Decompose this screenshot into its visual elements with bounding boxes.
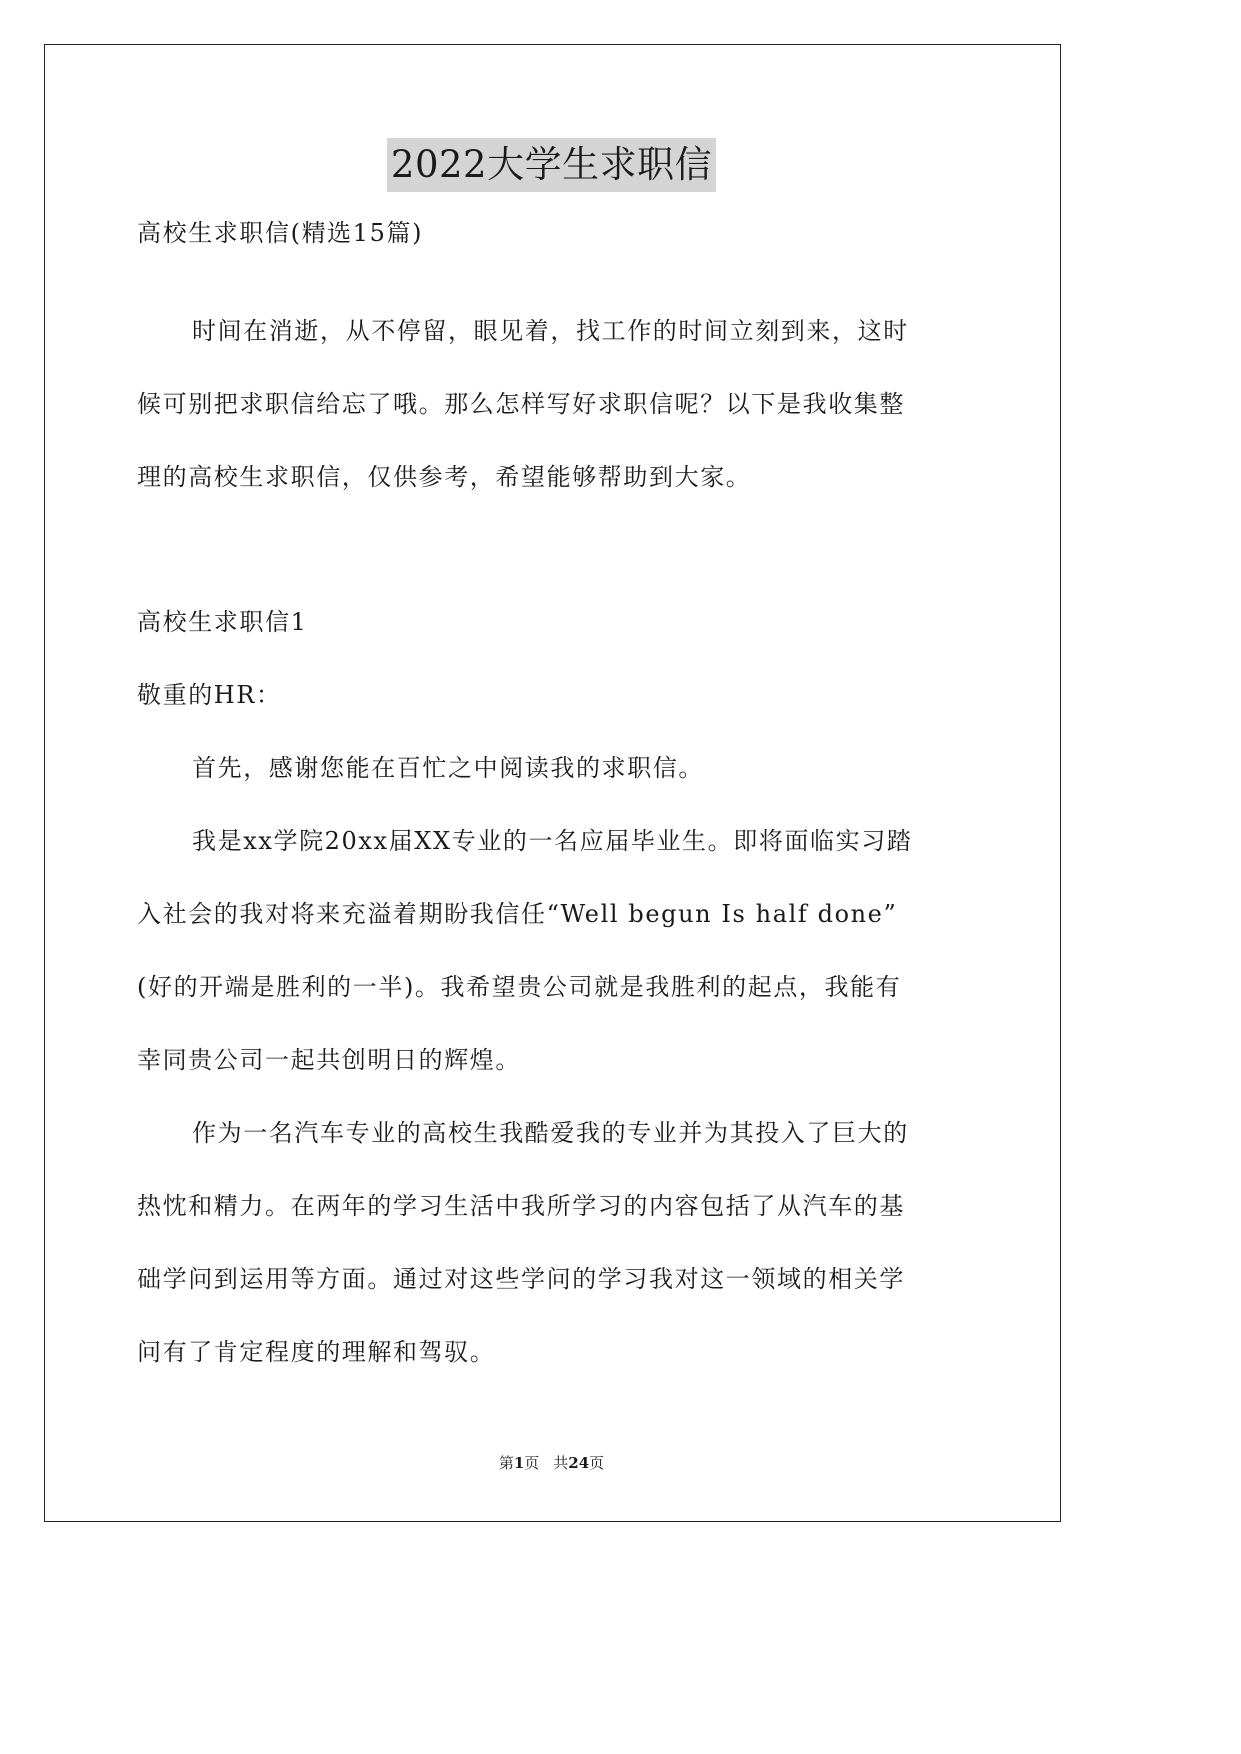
- footer-total-suffix: 页: [589, 1454, 605, 1472]
- footer-page-suffix: 页: [524, 1454, 540, 1472]
- body-line: 我是xx学院20xx届XX专业的一名应届毕业生。即将面临实习踏: [192, 827, 913, 855]
- title-container: [0, 138, 1103, 192]
- section-heading: 高校生求职信1: [137, 608, 308, 636]
- body-line: 问有了肯定程度的理解和驾驭。: [137, 1338, 496, 1366]
- footer-page-number: 1: [513, 1454, 525, 1472]
- body-line: 入社会的我对将来充溢着期盼我信任“Well begun Is half done”: [137, 900, 898, 928]
- subtitle-line: 高校生求职信(精选15篇): [137, 219, 424, 247]
- footer-total-pages: 24: [568, 1454, 590, 1472]
- body-line: 础学问到运用等方面。通过对这些学问的学习我对这一领域的相关学: [137, 1265, 905, 1293]
- body-line: 首先，感谢您能在百忙之中阅读我的求职信。: [192, 754, 704, 782]
- body-line: (好的开端是胜利的一半)。我希望贵公司就是我胜利的起点，我能有: [137, 973, 902, 1001]
- body-line: 热忱和精力。在两年的学习生活中我所学习的内容包括了从汽车的基: [137, 1192, 905, 1220]
- body-line: 作为一名汽车专业的高校生我酷爱我的专业并为其投入了巨大的: [192, 1119, 909, 1147]
- document-title: 2022大学生求职信: [387, 138, 716, 192]
- body-line: 理的高校生求职信，仅供参考，希望能够帮助到大家。: [137, 463, 752, 491]
- footer-total-prefix: 共: [553, 1454, 569, 1472]
- footer-page-prefix: 第: [498, 1454, 514, 1472]
- page-footer: [0, 1452, 1103, 1474]
- body-line: 候可别把求职信给忘了哦。那么怎样写好求职信呢？以下是我收集整: [137, 390, 905, 418]
- salutation: 敬重的HR：: [137, 681, 282, 709]
- body-line: 时间在消逝，从不停留，眼见着，找工作的时间立刻到来，这时: [192, 317, 909, 345]
- body-line: 幸同贵公司一起共创明日的辉煌。: [137, 1046, 521, 1074]
